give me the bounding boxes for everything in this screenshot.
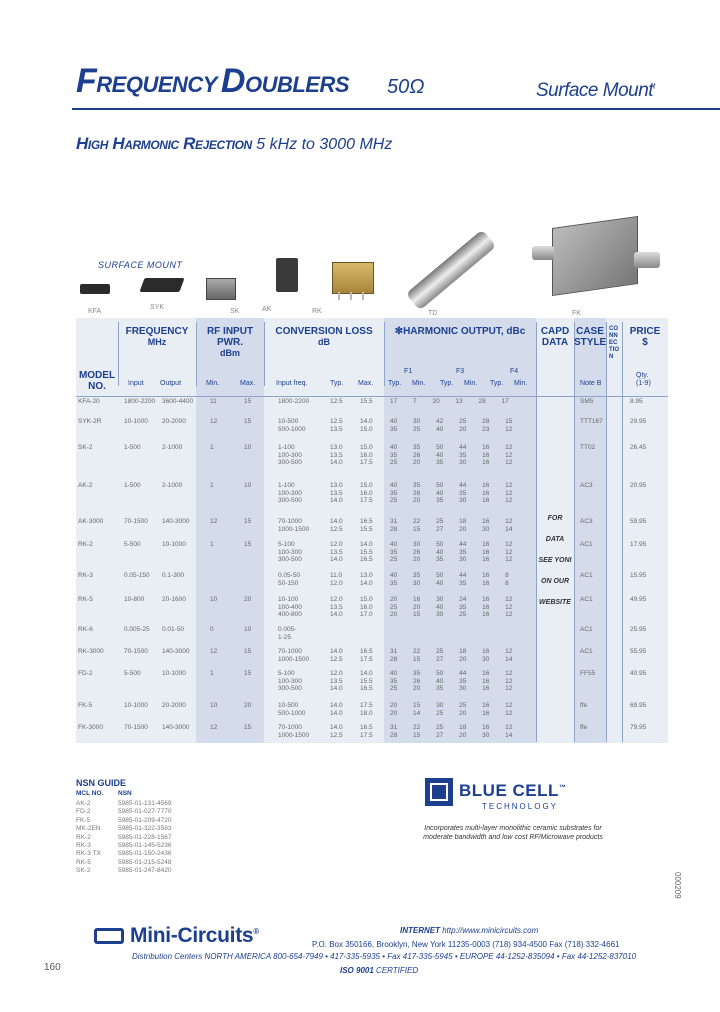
- table-cell: 14.0 14.0: [330, 702, 343, 717]
- col-header-harmonic: ✻HARMONIC OUTPUT, dBc: [394, 326, 526, 337]
- subheader: Min.: [206, 380, 220, 387]
- table-cell: 29.95: [630, 418, 647, 425]
- table-cell: 1: [210, 482, 214, 489]
- table-cell: 20: [244, 702, 252, 709]
- subheader: Min.: [464, 380, 478, 387]
- table-cell: 20.95: [630, 482, 647, 489]
- table-cell: 17.5 18.0: [360, 702, 373, 717]
- table-cell: 14.0 12.5: [330, 724, 343, 739]
- photo-label: SYK: [150, 304, 165, 311]
- col-header-price: PRICE $: [629, 326, 661, 348]
- table-cell: 10: [244, 626, 252, 633]
- table-cell: 26.45: [630, 444, 647, 451]
- table-cell: 13.0 13.5 14.0: [330, 444, 343, 466]
- col-header-model: MODEL NO.: [78, 370, 116, 392]
- table-cell: 79.95: [630, 724, 647, 731]
- table-cell: 70-1000 1000-1500: [278, 518, 310, 533]
- table-cell: 10-500 500-1000: [278, 702, 306, 717]
- table-cell: 0.005- 1-25: [278, 626, 297, 641]
- subheader: Qty.: [636, 372, 649, 379]
- table-cell: SM5: [580, 398, 594, 405]
- col-header-capd: CAPD DATA: [540, 326, 570, 348]
- photo-label: FK: [572, 310, 581, 317]
- table-cell: 5-100 100-300 300-500: [278, 541, 302, 563]
- table-cell: 70-1500: [124, 648, 148, 655]
- table-cell: AC3: [580, 518, 593, 525]
- nsn-mcl: RK-5: [76, 858, 91, 866]
- subheader: F1: [404, 368, 413, 375]
- harmonic-values: 17 7 20 13 28 17: [390, 398, 509, 405]
- photo-sk: [206, 278, 236, 304]
- iso-cert: ISO 9001 CERTIFIED: [340, 966, 419, 975]
- table-cell: 10: [244, 482, 252, 489]
- table-cell: 12.0 13.5 14.0: [330, 670, 343, 692]
- table-cell: 15.0 16.0 17.0: [360, 596, 373, 618]
- table-cell: 5-500: [124, 541, 141, 548]
- table-cell: 15: [244, 670, 252, 677]
- nsn-mcl: SK-2: [76, 867, 91, 875]
- table-cell: RK-3: [78, 572, 93, 579]
- bluecell-logo-inner: [430, 783, 448, 801]
- table-cell: FF55: [580, 670, 596, 677]
- nsn-mcl: AK-2: [76, 800, 91, 807]
- capd-note: FOR DATA SEE YONI ON OUR WEBSITE: [538, 515, 572, 606]
- table-cell: 12: [210, 418, 218, 425]
- table-cell: 15: [244, 541, 252, 548]
- harmonic-values: 20 15 30 25 16 12 20 14 25 20 16 12: [390, 702, 513, 717]
- photo-label: TD: [428, 310, 438, 317]
- harmonic-values: 40 35 50 44 16 12 35 26 40 35 16 12 25 20 35 30 16 12: [390, 670, 513, 692]
- table-cell: 140-3000: [162, 648, 190, 655]
- col-header-frequency: FREQUENCY MHz: [125, 326, 189, 347]
- subheader: Output: [160, 380, 182, 387]
- subheader: Note B: [580, 380, 602, 387]
- table-cell: 1-500: [124, 482, 141, 489]
- table-cell: 12.5 13.5: [330, 418, 343, 433]
- table-cell: 14.0 15.5 16.5: [360, 670, 373, 692]
- photo-kfa: [80, 282, 110, 296]
- table-cell: 10-800: [124, 596, 145, 603]
- table-cell: 15.5: [360, 398, 373, 405]
- table-cell: 10-100 100-400 400-800: [278, 596, 302, 618]
- nsn-number: 5985-01-247-8420: [118, 867, 172, 875]
- bluecell-title: BLUE CELL™: [459, 781, 567, 800]
- table-cell: RK-2: [78, 541, 93, 548]
- table-cell: ffe: [580, 702, 588, 709]
- table-cell: 25.95: [630, 626, 647, 633]
- table-cell: 40.95: [630, 670, 647, 677]
- table-cell: 20-2000: [162, 418, 186, 425]
- subheader: (1-9): [636, 380, 651, 387]
- nsn-number: 5985-01-215-5248: [118, 858, 172, 866]
- subheader: Input freq.: [276, 380, 308, 387]
- table-cell: 1: [210, 670, 214, 677]
- internet-line: INTERNET http://www.minicircuits.com: [400, 926, 539, 935]
- subheader: Typ.: [490, 380, 504, 387]
- table-cell: 15: [244, 518, 252, 525]
- photo-label: RK: [312, 308, 322, 315]
- table-cell: 70-1000 1000-1500: [278, 724, 310, 739]
- nsn-col-mcl: MCL NO.: [76, 790, 104, 797]
- table-cell: 0.05-50 50-150: [278, 572, 301, 587]
- subheader: Min.: [514, 380, 528, 387]
- nsn-title: NSN GUIDE: [76, 778, 127, 788]
- photo-label: AK: [262, 306, 272, 313]
- table-cell: 15.0 16.0 17.5: [360, 482, 373, 504]
- table-cell: 1800-2200: [278, 398, 310, 405]
- table-cell: AC1: [580, 626, 593, 633]
- harmonic-values: 40 35 50 44 16 12 35 26 40 35 16 12 25 20 35 30 16 12: [390, 482, 513, 504]
- subheader: F3: [456, 368, 465, 375]
- table-cell: 16.5 17.5: [360, 724, 373, 739]
- table-cell: FD-2: [78, 670, 93, 677]
- impedance-label: 50Ω: [387, 76, 425, 98]
- table-cell: 1800-2200: [124, 398, 156, 405]
- table-cell: 2-1000: [162, 444, 183, 451]
- table-cell: AC1: [580, 572, 593, 579]
- mount-type: Surface Mount$^t$: [536, 80, 655, 101]
- nsn-number: 5985-01-209-4720: [118, 816, 172, 824]
- subheader: Typ.: [440, 380, 454, 387]
- table-cell: 15: [244, 418, 252, 425]
- table-cell: AC3: [580, 482, 593, 489]
- nsn-number: 5985-01-027-7770: [118, 808, 172, 816]
- surface-mount-label: SURFACE MOUNT: [98, 260, 183, 270]
- table-cell: SK-2: [78, 444, 93, 451]
- table-cell: 0.005-25: [124, 626, 150, 633]
- harmonic-values: 40 35 50 44 16 12 35 26 40 35 16 12 25 20 35 30 16 12: [390, 444, 513, 466]
- table-cell: 12: [210, 648, 218, 655]
- table-cell: 11.0 12.0: [330, 572, 343, 587]
- photo-fk: [530, 208, 670, 308]
- table-cell: 69.95: [630, 702, 647, 709]
- table-cell: 12.0 13.5 14.0: [330, 541, 343, 563]
- header-rule: [72, 108, 720, 110]
- harmonic-values: 20 16 30 24 16 12 25 20 40 35 16 12 20 15 30 25 16 12: [390, 596, 513, 618]
- table-cell: 11: [210, 398, 217, 405]
- photo-rk: [332, 262, 376, 302]
- table-cell: 10: [244, 444, 252, 451]
- table-cell: 10-500 500-1000: [278, 418, 306, 433]
- table-cell: RK-6: [78, 626, 93, 633]
- table-cell: KFA-20: [78, 398, 100, 405]
- document-code: 000209: [673, 872, 682, 899]
- nsn-number: 5985-01-322-3583: [118, 825, 172, 833]
- photo-ak: [272, 258, 302, 298]
- col-header-case: CASE STYLE: [574, 326, 607, 348]
- table-cell: 12: [210, 724, 218, 731]
- photo-label: KFA: [88, 308, 102, 315]
- table-cell: 49.95: [630, 596, 647, 603]
- table-cell: 14.0 12.5: [330, 518, 343, 533]
- table-cell: 15: [244, 724, 252, 731]
- harmonic-values: 40 30 50 44 16 12 35 26 40 35 16 12 25 20 35 30 16 12: [390, 541, 513, 563]
- website-link[interactable]: http://www.minicircuits.com: [442, 926, 539, 935]
- photo-label: SK: [230, 308, 240, 315]
- table-cell: 0.1-300: [162, 572, 185, 579]
- mini-circuits-logo: Mini-Circuits®: [130, 924, 259, 947]
- table-cell: TT02: [580, 444, 596, 451]
- table-cell: 13.0 14.0: [360, 572, 373, 587]
- table-cell: 1-100 100-300 300-500: [278, 444, 302, 466]
- table-cell: 12.5: [330, 398, 343, 405]
- table-cell: 0: [210, 626, 214, 633]
- col-header-connection: CONNECTION: [609, 326, 619, 360]
- harmonic-values: 40 30 42 25 28 15 35 25 40 20 23 12: [390, 418, 513, 433]
- subheader: Max.: [358, 380, 374, 387]
- table-cell: 3600-4400: [162, 398, 194, 405]
- table-cell: 10-1000: [162, 670, 186, 677]
- nsn-number: 5985-01-228-1567: [118, 833, 172, 841]
- harmonic-values: 31 22 25 18 16 12 28 15 27 20 30 14: [390, 518, 513, 533]
- table-cell: 10-1000: [124, 418, 148, 425]
- subtitle: HIGH HARMONIC REJECTION 5 kHz to 3000 MHz: [76, 134, 393, 153]
- nsn-mcl: FD-2: [76, 808, 91, 816]
- table-cell: 16.5 15.5: [360, 518, 373, 533]
- address: P.O. Box 350166, Brooklyn, New York 11235-0003 (718) 934-4500 Fax (718) 332-4661: [312, 940, 620, 949]
- nsn-mcl: FK-5: [76, 816, 91, 824]
- table-cell: 1-500: [124, 444, 141, 451]
- table-cell: 10: [210, 596, 218, 603]
- table-cell: 1: [210, 444, 214, 451]
- nsn-mcl: RK-2: [76, 833, 91, 841]
- table-cell: 20-2000: [162, 702, 186, 709]
- table-cell: TTT167: [580, 418, 603, 425]
- photo-syk: [142, 272, 182, 298]
- subheader: Typ.: [330, 380, 344, 387]
- subheader: F4: [510, 368, 519, 375]
- table-cell: 15: [244, 398, 252, 405]
- distribution-line: Distribution Centers NORTH AMERICA 800-654-7949 • 417-335-5935 • Fax 417-335-5945 • EUROPE 44-1252-835094 • Fax 44-1252-837010: [132, 952, 637, 961]
- table-cell: 12.0 13.5 14.0: [330, 596, 343, 618]
- table-cell: 5-500: [124, 670, 141, 677]
- table-cell: 70-1000 1000-1500: [278, 648, 310, 663]
- table-cell: AC1: [580, 648, 593, 655]
- bluecell-description: Incorporates multi-layer monolithic ceramic substrates for moderate bandwidth and low cost RF/Microwave products: [423, 825, 603, 841]
- table-cell: 15.0 16.0 17.5: [360, 444, 373, 466]
- nsn-number: 5985-01-150-2436: [118, 850, 172, 858]
- nsn-col-nsn: NSN: [118, 790, 132, 797]
- table-cell: 10-1000: [124, 702, 148, 709]
- table-cell: FK-5: [78, 702, 93, 709]
- table-cell: AK-3000: [78, 518, 104, 525]
- photo-td: [420, 200, 530, 310]
- page-title: FREQUENCY DOUBLERS: [76, 62, 350, 100]
- table-cell: 20: [244, 596, 252, 603]
- table-cell: 140-3000: [162, 724, 190, 731]
- harmonic-values: 31 22 25 18 16 12 28 15 27 20 30 14: [390, 648, 513, 663]
- table-cell: 55.95: [630, 648, 647, 655]
- table-cell: 14.0 15.5 16.5: [360, 541, 373, 563]
- table-cell: 5-100 100-300 300-500: [278, 670, 302, 692]
- bluecell-tech: TECHNOLOGY: [482, 802, 559, 811]
- page-number: 160: [44, 962, 61, 973]
- col-header-conversion-loss: CONVERSION LOSS dB: [275, 326, 373, 347]
- table-cell: 140-3000: [162, 518, 190, 525]
- table-cell: 15: [244, 648, 252, 655]
- harmonic-values: 31 22 25 18 16 12 28 15 27 20 30 14: [390, 724, 513, 739]
- nsn-mcl: RK-3: [76, 842, 91, 849]
- table-cell: AC1: [580, 541, 593, 548]
- table-cell: 70-1500: [124, 724, 148, 731]
- table-cell: 10: [210, 702, 218, 709]
- subheader: Typ.: [388, 380, 402, 387]
- nsn-number: 5985-01-145-5236: [118, 842, 172, 849]
- col-header-rf-input: RF INPUT PWR. dBm: [206, 326, 254, 358]
- table-cell: FK-3000: [78, 724, 103, 731]
- table-cell: ffe: [580, 724, 588, 731]
- mini-circuits-logo-icon: [94, 928, 124, 944]
- table-cell: 12: [210, 518, 218, 525]
- table-cell: 59.95: [630, 518, 647, 525]
- table-cell: 10-1000: [162, 541, 186, 548]
- table-cell: SYK-2R: [78, 418, 102, 425]
- harmonic-values: 40 35 50 44 16 8 35 30 40 35 16 8: [390, 572, 509, 587]
- table-cell: 1-100 100-300 300-500: [278, 482, 302, 504]
- table-cell: AK-2: [78, 482, 93, 489]
- subheader: Max.: [240, 380, 256, 387]
- nsn-mcl: MK-2EN: [76, 825, 101, 833]
- table-cell: 16.5 17.5: [360, 648, 373, 663]
- table-cell: 14.0 12.5: [330, 648, 343, 663]
- table-cell: 8.95: [630, 398, 643, 405]
- table-cell: 0.01-50: [162, 626, 185, 633]
- subheader: Min.: [412, 380, 426, 387]
- table-cell: RK-3000: [78, 648, 104, 655]
- subheader: Input: [128, 380, 144, 387]
- nsn-mcl: RK-3 TX: [76, 850, 101, 858]
- nsn-number: 5985-01-131-4569: [118, 800, 172, 807]
- table-cell: 14.0 15.0: [360, 418, 373, 433]
- table-cell: 20-1600: [162, 596, 186, 603]
- table-cell: 1: [210, 541, 214, 548]
- table-cell: 70-1500: [124, 518, 148, 525]
- table-cell: 17.95: [630, 541, 647, 548]
- table-cell: 0.05-150: [124, 572, 150, 579]
- table-cell: 2-1000: [162, 482, 183, 489]
- table-cell: 15.95: [630, 572, 647, 579]
- table-cell: RK-5: [78, 596, 93, 603]
- table-cell: 13.0 13.5 14.0: [330, 482, 343, 504]
- table-cell: AC1: [580, 596, 593, 603]
